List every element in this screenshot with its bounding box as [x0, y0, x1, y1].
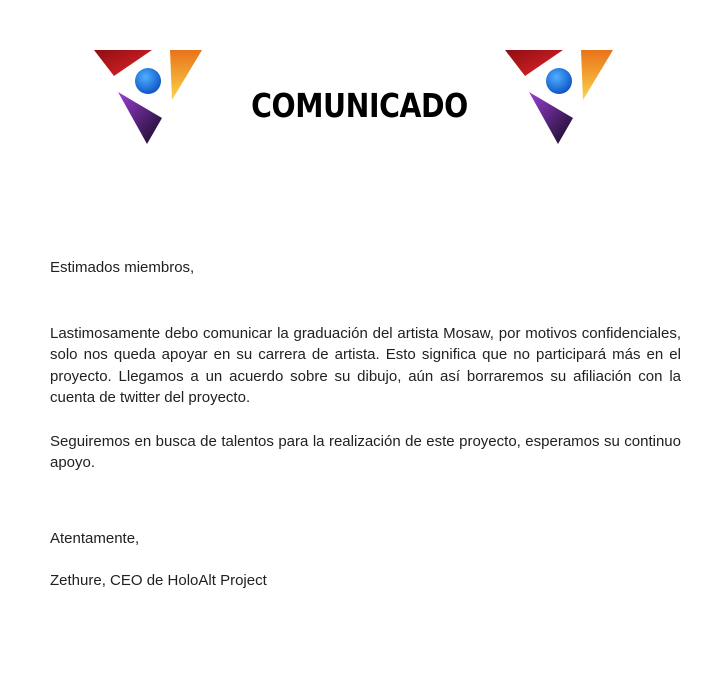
signature-text: Zethure, CEO de HoloAlt Project [50, 572, 267, 589]
followup-paragraph: Seguiremos en busca de talentos para la realización de este proyecto, esperamos su continuo apoyo. [50, 432, 681, 471]
document-header [0, 0, 719, 160]
holoalt-triangle-logo-icon [503, 48, 615, 148]
greeting-text: Estimados miembros, [50, 259, 195, 276]
announcement-paragraph: Lastimosamente debo comunicar la graduación del artista Mosaw, por motivos confidenciales, solo nos queda apoyar en su carrera de artista. Esto significa que no participará más en el proyecto. Llegamos a un acuerdo sobre su dibujo, aún así borraremos su afiliación con la cuenta de twitter del proyecto. [50, 324, 681, 406]
letter-body [50, 257, 681, 592]
page-title: COMUNICADO [251, 86, 468, 125]
closing-text: Atentamente, [50, 529, 140, 547]
